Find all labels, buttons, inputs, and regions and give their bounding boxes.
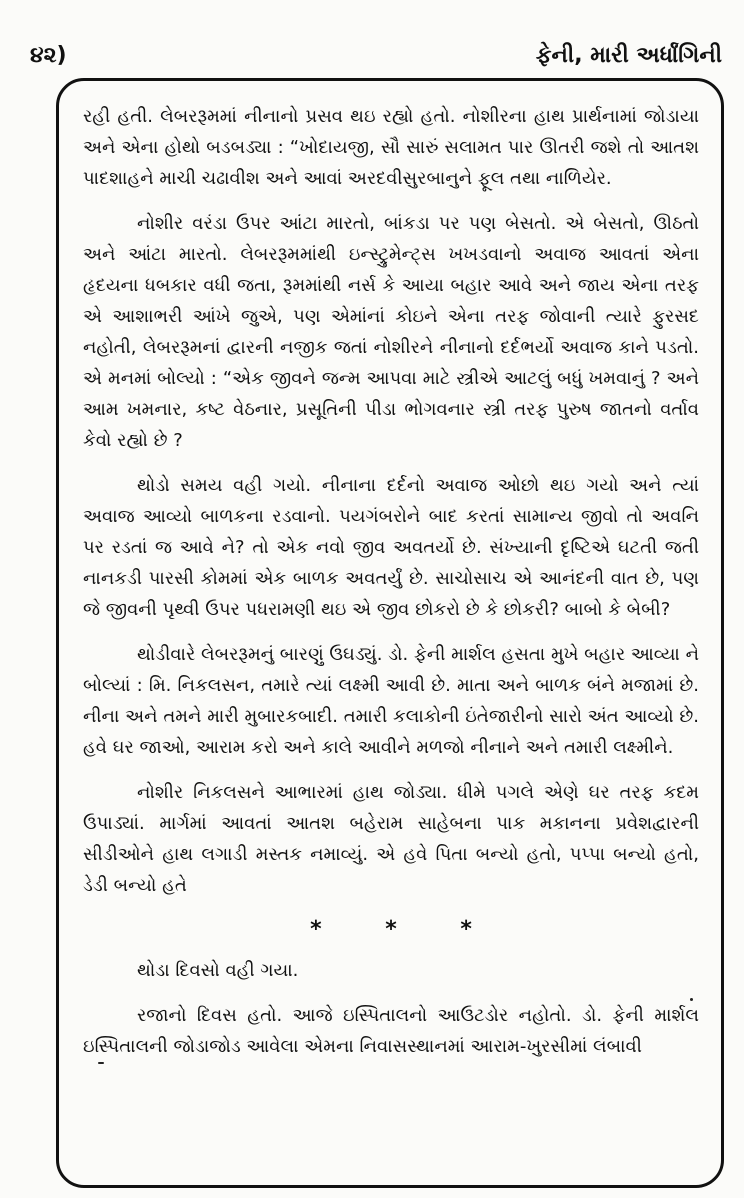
text-frame [56, 78, 724, 1188]
paragraph: રહી હતી. લેબરરૂમમાં નીનાનો પ્રસવ થઇ રહ્યો હતો. નોશીરના હાથ પ્રાર્થનામાં જોડાયા અને એના હોથો બડબડ્યા : “ખોદાયજી, સૌ સારું સલામત પાર ઊતરી જશે તો આતશ પાદશાહને માચી ચઢાવીશ અને આવાં અરદવીસુરબાનુને ફૂલ તથા નાળિયેર. [83, 106, 699, 189]
print-speck [690, 998, 693, 1001]
print-speck [98, 1062, 104, 1064]
page-header [30, 38, 722, 74]
body-text [83, 101, 699, 1076]
paragraph: રજાનો દિવસ હતો. આજે ઇસ્પિતાલનો આઉટડોર નહોતો. ડો. ફેની માર્શલ ઇસ્પિતાલની જોડાજોડ આવેલા એમના નિવાસસ્થાનમાં આરામ-ખુરસીમાં લંબાવી [83, 1005, 699, 1057]
paragraph: થોડા દિવસો વહી ગયા. [137, 960, 299, 981]
paragraph: થોડો સમય વહી ગયો. નીનાના દર્દનો અવાજ ઓછો થઇ ગયો અને ત્યાં અવાજ આવ્યો બાળકના રડવાનો. પયગંબરોને બાદ કરતાં સામાન્ય જીવો તો અવનિ પર રડતાં જ આવે ને? તો એક નવો જીવ અવતર્યો છે. સંખ્યાની દૃષ્ટિએ ઘટતી જતી નાનકડી પારસી કોમમાં એક બાળક અવતર્યું છે. સાચોસાચ એ આનંદની વાત છે, પણ જે જીવની પૃથ્વી ઉપર પધરામણી થઇ એ જીવ છોકરો છે કે છોકરી? બાબો કે બેબી? [83, 475, 699, 620]
page-number: ૪૨) [30, 43, 67, 68]
paragraph: નોશીર નિકલસને આભારમાં હાથ જોડ્યા. ધીમે પગલે એણે ઘર તરફ કદમ ઉપાડ્યાં. માર્ગમાં આવતાં આતશ બહેરામ સાહેબના પાક મકાનના પ્રવેશદ્વારની સીડીઓને હાથ લગાડી મસ્તક નમાવ્યું. એ હવે પિતા બન્યો હતો, પપ્પા બન્યો હતો, ડેડી બન્યો હતે [83, 782, 699, 896]
running-title: ફેની, મારી અર્ધાંગિની [535, 43, 722, 68]
paragraph: નોશીર વરંડા ઉપર આંટા મારતો, બાંકડા પર પણ બેસતો. એ બેસતો, ઊઠતો અને આંટા મારતો. લેબરરૂમમાંથી ઇન્સ્ટ્રુમેન્ટ્સ ખખડવાનો અવાજ આવતાં એના હૃદયના ધબકાર વધી જતા, રૂમમાંથી નર્સ કે આયા બહાર આવે અને જાય એના તરફ એ આશાભરી આંખે જુએ, પણ એમાંનાં કોઇને એના તરફ જોવાની ત્યારે ફુરસદ નહોતી, લેબરરૂમનાં દ્વારની નજીક જતાં નોશીરને નીનાનો દર્દભર્યો અવાજ કાને પડતો. એ મનમાં બોલ્યો : “એક જીવને જન્મ આપવા માટે સ્ત્રીએ આટલું બધું ખમવાનું ? અને આમ ખમનાર, કષ્ટ વેઠનાર, પ્રસૂતિની પીડા ભોગવનાર સ્ત્રી તરફ પુરુષ જાતનો વર્તાવ કેવો રહ્યો છે ? [83, 213, 699, 451]
section-separator: * * * [310, 917, 500, 942]
paragraph: થોડીવારે લેબરરૂમનું બારણું ઉઘડ્યું. ડો. ફેની માર્શલ હસતા મુખે બહાર આવ્યા ને બોલ્યાં : મિ. નિકલસન, તમારે ત્યાં લક્ષ્મી આવી છે. માતા અને બાળક બંને મજામાં છે. નીના અને તમને મારી મુબારકબાદી. તમારી કલાકોની ઇંતેજારીનો સારો અંત આવ્યો છે. હવે ઘર જાઓ, આરામ કરો અને કાલે આવીને મળજો નીનાને અને તમારી લક્ષ્મીને. [83, 644, 699, 758]
